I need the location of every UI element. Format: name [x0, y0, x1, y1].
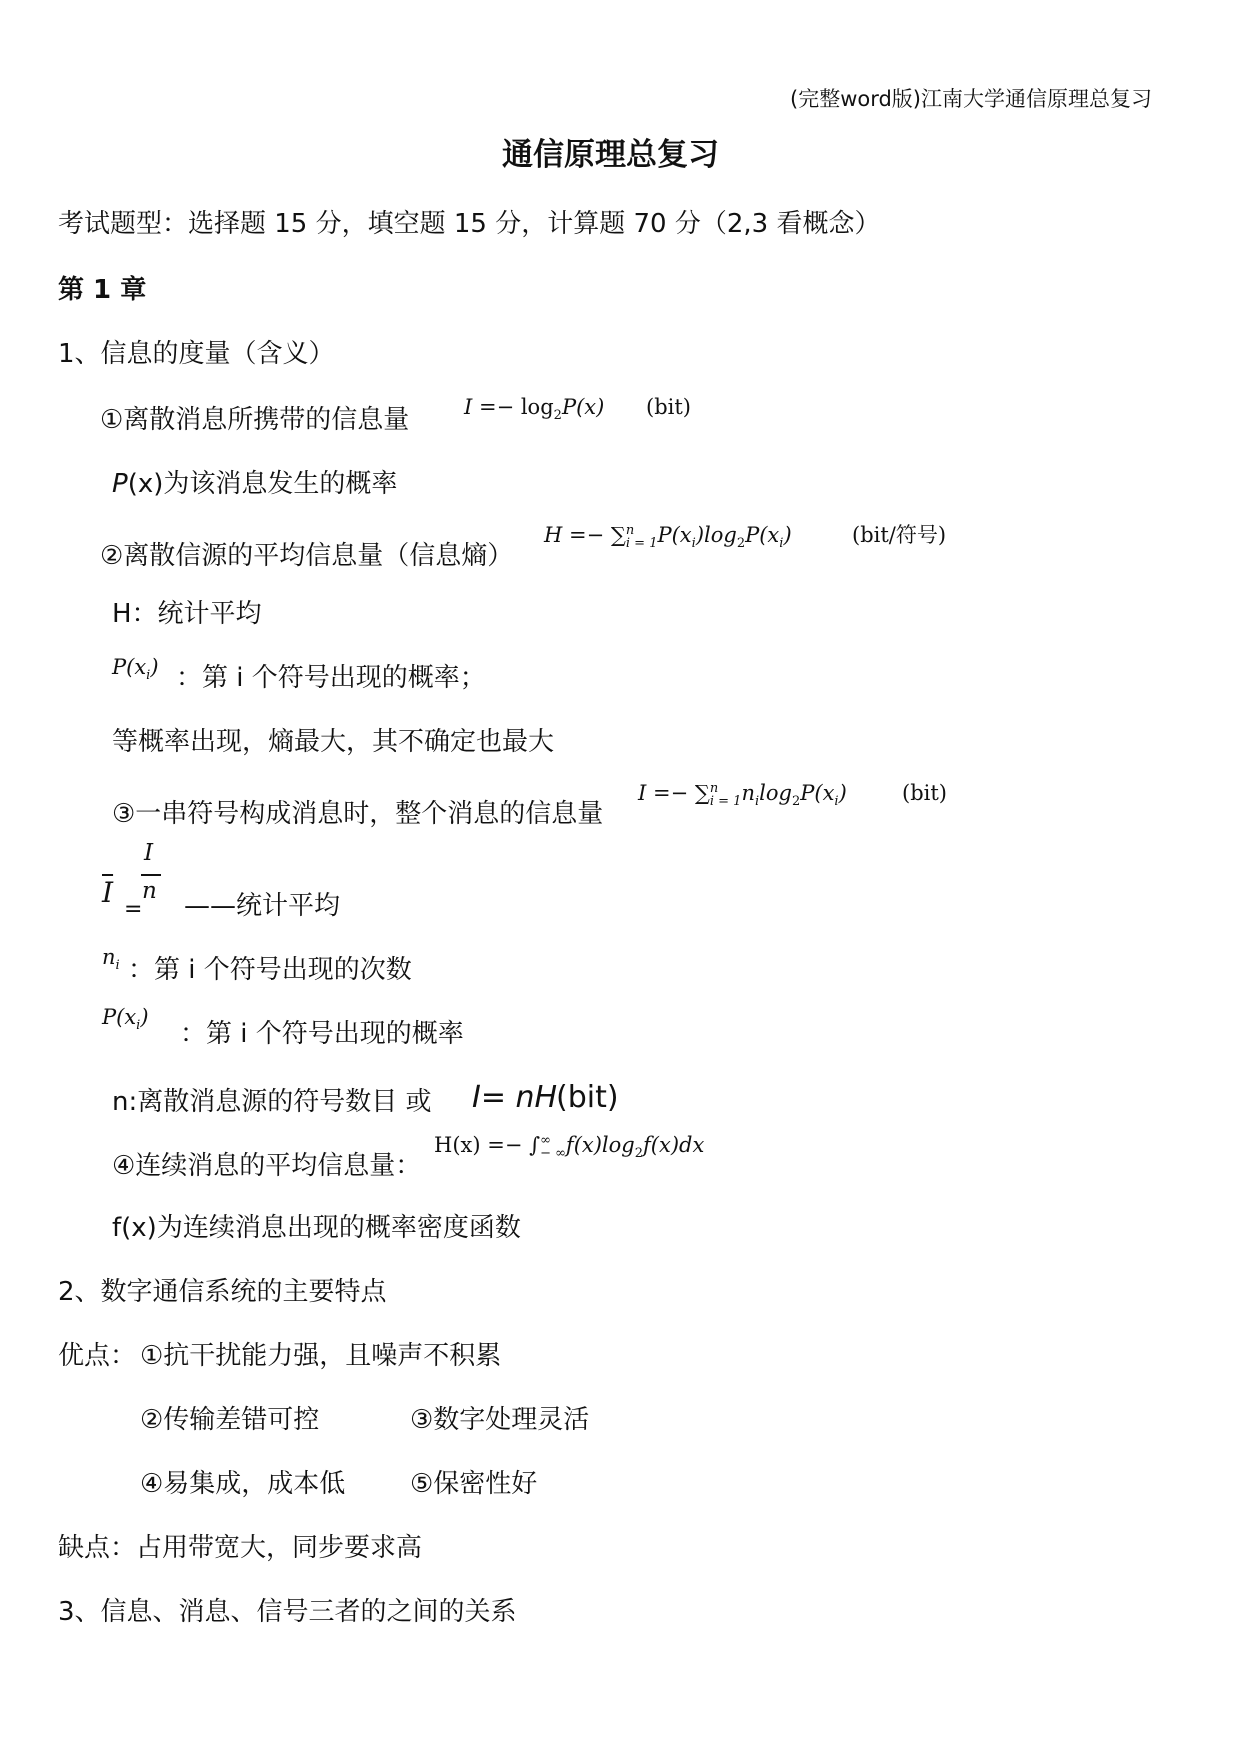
ibar-fraction-line — [141, 874, 161, 876]
item3-formula: I =− ∑ n i = 1 $n_i\log_2P(x_i)$ — [638, 780, 847, 810]
item2-formula: H =− ∑ n i = 1 $P(x_i)\log_2P(x_i)$ — [544, 522, 792, 552]
fx-note: f(x)为连续消息出现的概率密度函数 — [112, 1213, 521, 1243]
pxi-symbol: $P(x_i)$ — [112, 655, 159, 684]
disadvantages: 缺点：占用带宽大，同步要求高 — [58, 1533, 423, 1563]
advantage-4: ④易集成，成本低 — [140, 1469, 346, 1499]
advantage-3: ③数字处理灵活 — [410, 1405, 590, 1435]
section-3-heading: 3、信息、消息、信号三者的之间的关系 — [58, 1597, 517, 1627]
section-1-heading: 1、信息的度量（含义） — [58, 339, 335, 369]
advantage-2: ②传输差错可控 — [140, 1405, 320, 1435]
advantage-1: ①抗干扰能力强，且噪声不积累 — [140, 1341, 502, 1371]
inh-unit: (bit) — [556, 1080, 619, 1115]
h-note: H：统计平均 — [112, 599, 262, 629]
ni-symbol: $n_i$ — [102, 945, 120, 974]
exam-format: 考试题型：选择题 15 分，填空题 15 分，计算题 70 分（2,3 看概念） — [58, 209, 881, 239]
inh-formula: I= nH — [472, 1080, 558, 1115]
advantages-label: 优点： — [58, 1341, 137, 1371]
equal-prob-note: 等概率出现，熵最大，其不确定也最大 — [112, 727, 555, 757]
ibar-lhs: $\overline{I}$ — [102, 876, 114, 909]
item2-label: ②离散信源的平均信息量（信息熵） — [100, 541, 514, 571]
item3-unit: (bit) — [902, 781, 947, 805]
ibar-eq: = — [124, 897, 143, 922]
item1-formula: $I =- \log_2P(x)$ — [464, 395, 605, 424]
section-2-heading: 2、数字通信系统的主要特点 — [58, 1277, 387, 1307]
chapter-heading: 第 1 章 — [58, 275, 147, 305]
item2-unit: (bit/符号) — [852, 523, 947, 547]
item4-label: ④连续消息的平均信息量： — [112, 1151, 422, 1181]
ibar-note: ——统计平均 — [184, 891, 341, 921]
pxi-note: ：第 i 个符号出现的概率； — [176, 663, 486, 693]
item4-formula: H(x) =− ∫ ∞ − ∞ $f(x)\log_2f(x)dx$ — [434, 1132, 705, 1162]
item3-label: ③一串符号构成消息时，整个消息的信息量 — [112, 799, 604, 829]
ibar-numerator: I — [144, 840, 154, 866]
ni-note: ：第 i 个符号出现的次数 — [128, 955, 412, 985]
advantage-5: ⑤保密性好 — [410, 1469, 538, 1499]
px-note: P(x)为该消息发生的概率 — [112, 469, 398, 499]
pxi2-note: ：第 i 个符号出现的概率 — [180, 1019, 464, 1049]
page-title: 通信原理总复习 — [502, 137, 719, 173]
ibar-denominator: n — [142, 878, 157, 904]
pxi2-symbol: $P(x_i)$ — [102, 1005, 149, 1034]
page-header: (完整word版)江南大学通信原理总复习 — [790, 87, 1153, 111]
item1-label: ①离散消息所携带的信息量 — [100, 405, 410, 435]
n-note: n:离散消息源的符号数目 或 — [112, 1087, 432, 1117]
item1-unit: (bit) — [646, 395, 691, 419]
